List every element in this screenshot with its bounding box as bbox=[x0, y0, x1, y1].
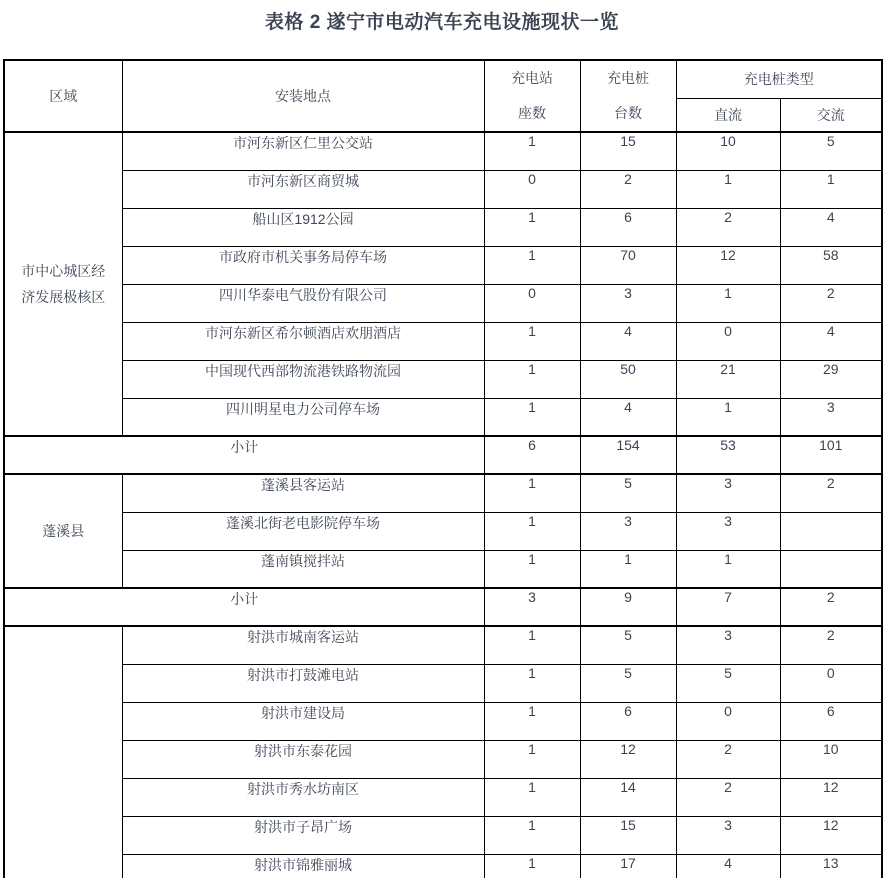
table-row bbox=[4, 778, 882, 816]
subtotal-label: 小计 bbox=[4, 588, 484, 626]
region-cell bbox=[4, 474, 122, 588]
stations-cell: 1 bbox=[484, 664, 580, 702]
stations-cell: 1 bbox=[484, 398, 580, 436]
stations-cell: 1 bbox=[484, 512, 580, 550]
piles-cell: 4 bbox=[580, 398, 676, 436]
ac-cell: 101 bbox=[780, 436, 882, 474]
ac-cell: 58 bbox=[780, 246, 882, 284]
location-cell: 四川明星电力公司停车场 bbox=[122, 398, 484, 436]
table-row bbox=[4, 702, 882, 740]
dc-cell: 7 bbox=[676, 588, 780, 626]
piles-cell: 2 bbox=[580, 170, 676, 208]
piles-cell: 17 bbox=[580, 854, 676, 878]
ac-cell: 3 bbox=[780, 398, 882, 436]
dc-cell: 1 bbox=[676, 284, 780, 322]
ac-cell: 4 bbox=[780, 208, 882, 246]
table-row bbox=[4, 854, 882, 878]
ac-cell: 2 bbox=[780, 284, 882, 322]
dc-cell: 2 bbox=[676, 778, 780, 816]
ac-cell: 1 bbox=[780, 170, 882, 208]
subtotal-row bbox=[4, 436, 882, 474]
table-row bbox=[4, 284, 882, 322]
location-cell: 市河东新区商贸城 bbox=[122, 170, 484, 208]
ac-cell: 13 bbox=[780, 854, 882, 878]
piles-cell: 5 bbox=[580, 474, 676, 512]
header-location: 安装地点 bbox=[122, 60, 484, 132]
piles-cell: 4 bbox=[580, 322, 676, 360]
stations-cell: 1 bbox=[484, 854, 580, 878]
piles-cell: 3 bbox=[580, 512, 676, 550]
stations-cell: 1 bbox=[484, 474, 580, 512]
table-row bbox=[4, 398, 882, 436]
stations-cell: 3 bbox=[484, 588, 580, 626]
location-cell: 射洪市秀水坊南区 bbox=[122, 778, 484, 816]
header-stations bbox=[484, 60, 580, 132]
header-row-1 bbox=[4, 60, 882, 98]
location-cell: 射洪市城南客运站 bbox=[122, 626, 484, 664]
dc-cell: 1 bbox=[676, 550, 780, 588]
stations-cell: 0 bbox=[484, 284, 580, 322]
ac-cell: 6 bbox=[780, 702, 882, 740]
dc-cell: 2 bbox=[676, 208, 780, 246]
piles-cell: 6 bbox=[580, 208, 676, 246]
table-row bbox=[4, 208, 882, 246]
header-piles-line2: 台数 bbox=[614, 105, 642, 121]
ac-cell bbox=[780, 512, 882, 550]
piles-cell: 154 bbox=[580, 436, 676, 474]
location-cell: 中国现代西部物流港铁路物流园 bbox=[122, 360, 484, 398]
location-cell: 射洪市东泰花园 bbox=[122, 740, 484, 778]
table-row bbox=[4, 626, 882, 664]
table-row bbox=[4, 322, 882, 360]
location-cell: 射洪市打鼓滩电站 bbox=[122, 664, 484, 702]
header-piles-line1: 充电桩 bbox=[607, 70, 649, 86]
stations-cell: 1 bbox=[484, 740, 580, 778]
piles-cell: 1 bbox=[580, 550, 676, 588]
piles-cell: 15 bbox=[580, 132, 676, 170]
region-label: 市中心城区经济发展极核区 bbox=[21, 263, 106, 305]
header-pile-type-group: 充电桩类型 bbox=[676, 60, 882, 98]
stations-cell: 1 bbox=[484, 208, 580, 246]
location-cell: 射洪市锦雅丽城 bbox=[122, 854, 484, 878]
stations-cell: 1 bbox=[484, 246, 580, 284]
table-row bbox=[4, 740, 882, 778]
ac-cell: 29 bbox=[780, 360, 882, 398]
piles-cell: 3 bbox=[580, 284, 676, 322]
table-title: 表格 2 遂宁市电动汽车充电设施现状一览 bbox=[264, 12, 620, 33]
header-stations-line2: 座数 bbox=[518, 105, 546, 121]
table-row bbox=[4, 170, 882, 208]
table-row bbox=[4, 360, 882, 398]
ac-cell: 2 bbox=[780, 474, 882, 512]
header-ac: 交流 bbox=[780, 98, 882, 132]
stations-cell: 1 bbox=[484, 360, 580, 398]
header-piles bbox=[580, 60, 676, 132]
header-region: 区域 bbox=[4, 60, 122, 132]
piles-cell: 6 bbox=[580, 702, 676, 740]
ac-cell: 2 bbox=[780, 588, 882, 626]
piles-cell: 70 bbox=[580, 246, 676, 284]
table-row bbox=[4, 512, 882, 550]
table-body bbox=[4, 132, 882, 878]
dc-cell: 10 bbox=[676, 132, 780, 170]
dc-cell: 3 bbox=[676, 512, 780, 550]
dc-cell: 1 bbox=[676, 170, 780, 208]
subtotal-label: 小计 bbox=[4, 436, 484, 474]
location-cell: 四川华泰电气股份有限公司 bbox=[122, 284, 484, 322]
location-cell: 市河东新区希尔顿酒店欢朋酒店 bbox=[122, 322, 484, 360]
stations-cell: 0 bbox=[484, 170, 580, 208]
stations-cell: 1 bbox=[484, 550, 580, 588]
ac-cell: 4 bbox=[780, 322, 882, 360]
dc-cell: 3 bbox=[676, 626, 780, 664]
stations-cell: 6 bbox=[484, 436, 580, 474]
piles-cell: 5 bbox=[580, 664, 676, 702]
stations-cell: 1 bbox=[484, 778, 580, 816]
dc-cell: 21 bbox=[676, 360, 780, 398]
ac-cell: 12 bbox=[780, 778, 882, 816]
region-cell bbox=[4, 132, 122, 436]
header-stations-line1: 充电站 bbox=[511, 70, 553, 86]
location-cell: 市政府市机关事务局停车场 bbox=[122, 246, 484, 284]
location-cell: 蓬溪北街老电影院停车场 bbox=[122, 512, 484, 550]
table-row bbox=[4, 474, 882, 512]
stations-cell: 1 bbox=[484, 322, 580, 360]
dc-cell: 12 bbox=[676, 246, 780, 284]
dc-cell: 3 bbox=[676, 816, 780, 854]
ac-cell: 5 bbox=[780, 132, 882, 170]
piles-cell: 12 bbox=[580, 740, 676, 778]
location-cell: 蓬溪县客运站 bbox=[122, 474, 484, 512]
dc-cell: 4 bbox=[676, 854, 780, 878]
ac-cell: 2 bbox=[780, 626, 882, 664]
region-cell bbox=[4, 626, 122, 878]
piles-cell: 15 bbox=[580, 816, 676, 854]
piles-cell: 5 bbox=[580, 626, 676, 664]
table-row bbox=[4, 664, 882, 702]
charging-facilities-table bbox=[3, 59, 883, 878]
location-cell: 射洪市建设局 bbox=[122, 702, 484, 740]
table-row bbox=[4, 246, 882, 284]
table-row bbox=[4, 132, 882, 170]
dc-cell: 0 bbox=[676, 702, 780, 740]
ac-cell: 0 bbox=[780, 664, 882, 702]
stations-cell: 1 bbox=[484, 626, 580, 664]
piles-cell: 14 bbox=[580, 778, 676, 816]
ac-cell: 10 bbox=[780, 740, 882, 778]
location-cell: 市河东新区仁里公交站 bbox=[122, 132, 484, 170]
location-cell: 蓬南镇搅拌站 bbox=[122, 550, 484, 588]
stations-cell: 1 bbox=[484, 702, 580, 740]
stations-cell: 1 bbox=[484, 132, 580, 170]
dc-cell: 1 bbox=[676, 398, 780, 436]
region-label: 蓬溪县 bbox=[42, 523, 85, 539]
subtotal-row bbox=[4, 588, 882, 626]
dc-cell: 5 bbox=[676, 664, 780, 702]
location-cell: 射洪市子昂广场 bbox=[122, 816, 484, 854]
piles-cell: 9 bbox=[580, 588, 676, 626]
table-header bbox=[4, 60, 882, 132]
dc-cell: 53 bbox=[676, 436, 780, 474]
ac-cell: 12 bbox=[780, 816, 882, 854]
table-row bbox=[4, 550, 882, 588]
dc-cell: 0 bbox=[676, 322, 780, 360]
table-row bbox=[4, 816, 882, 854]
dc-cell: 3 bbox=[676, 474, 780, 512]
header-dc: 直流 bbox=[676, 98, 780, 132]
dc-cell: 2 bbox=[676, 740, 780, 778]
location-cell: 船山区1912公园 bbox=[122, 208, 484, 246]
ac-cell bbox=[780, 550, 882, 588]
stations-cell: 1 bbox=[484, 816, 580, 854]
piles-cell: 50 bbox=[580, 360, 676, 398]
